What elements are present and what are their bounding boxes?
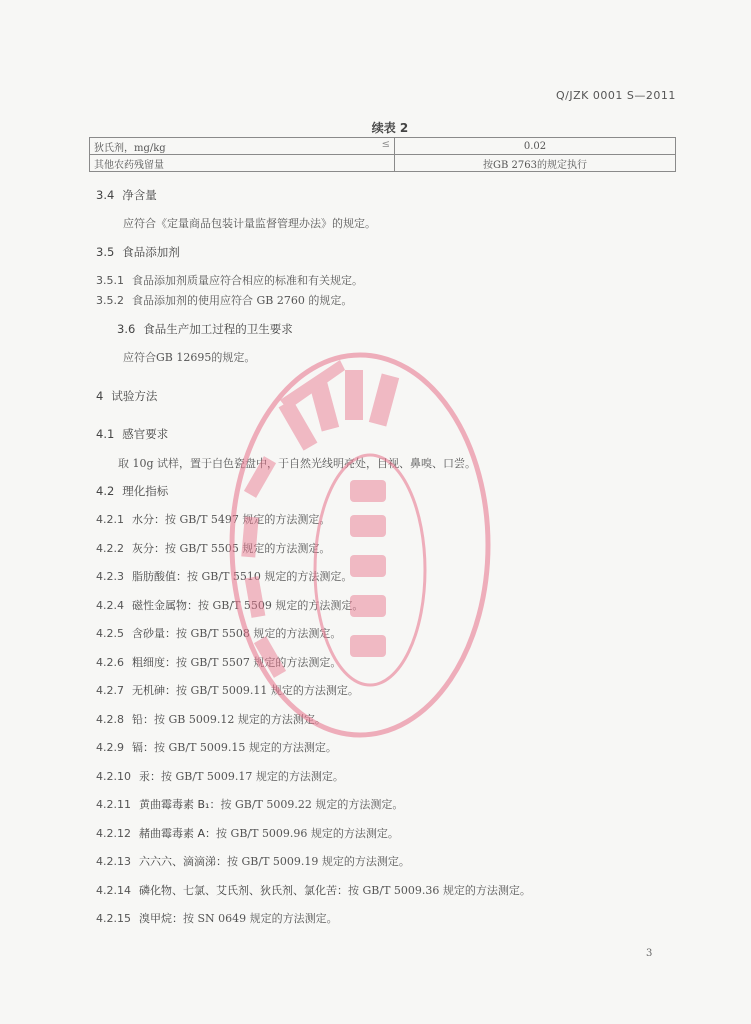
list-item: 4.2.2 灰分：按 GB/T 5505 规定的方法测定。 — [96, 542, 331, 555]
list-item: 4.2.4 磁性金属物：按 GB/T 5509 规定的方法测定。 — [96, 599, 364, 612]
list-item: 4.2.11 黄曲霉毒素 B₁：按 GB/T 5009.22 规定的方法测定。 — [96, 798, 404, 811]
list-item: 4.2.14 磷化物、七氯、艾氏剂、狄氏剂、氯化苦：按 GB/T 5009.36 规定的方法测定。 — [96, 884, 531, 897]
list-item: 4.2.1 水分：按 GB/T 5497 规定的方法测定。 — [96, 513, 331, 526]
section-heading-4-2: 4.2 理化指标 — [96, 484, 169, 498]
list-item: 4.2.8 铅：按 GB 5009.12 规定的方法测定。 — [96, 713, 326, 726]
section-text-3-6: 应符合GB 12695的规定。 — [123, 351, 256, 364]
list-item: 4.2.9 镉：按 GB/T 5009.15 规定的方法测定。 — [96, 741, 337, 754]
list-item: 4.2.3 脂肪酸值：按 GB/T 5510 规定的方法测定。 — [96, 570, 353, 583]
list-item: 4.2.5 含砂量：按 GB/T 5508 规定的方法测定。 — [96, 627, 342, 640]
operator-symbol: ≤ — [381, 138, 390, 150]
clause-3-5-2: 3.5.2 食品添加剂的使用应符合 GB 2760 的规定。 — [96, 294, 353, 307]
section-heading-4: 4 试验方法 — [96, 389, 158, 403]
table-cell-value: 0.02 — [395, 138, 676, 155]
list-item: 4.2.12 赭曲霉毒素 A：按 GB/T 5009.96 规定的方法测定。 — [96, 827, 399, 840]
list-item: 4.2.15 溴甲烷：按 SN 0649 规定的方法测定。 — [96, 912, 338, 925]
section-heading-3-5: 3.5 食品添加剂 — [96, 245, 180, 259]
table-caption: 续表 2 — [371, 121, 409, 135]
section-heading-4-1: 4.1 感官要求 — [96, 427, 169, 441]
table-cell-value: 按GB 2763的规定执行 — [395, 155, 676, 172]
section-text-3-4: 应符合《定量商品包装计量监督管理办法》的规定。 — [123, 217, 376, 230]
item-label: 狄氏剂，mg/kg — [94, 142, 166, 154]
continued-table — [89, 137, 676, 172]
section-heading-3-4: 3.4 净含量 — [96, 188, 157, 202]
list-item: 4.2.13 六六六、滴滴涕：按 GB/T 5009.19 规定的方法测定。 — [96, 855, 410, 868]
list-item: 4.2.6 粗细度：按 GB/T 5507 规定的方法测定。 — [96, 656, 342, 669]
document-number: Q/JZK 0001 S—2011 — [556, 89, 676, 102]
table-cell-item — [90, 138, 395, 155]
section-heading-3-6: 3.6 食品生产加工过程的卫生要求 — [117, 322, 293, 336]
table-cell-item — [90, 155, 395, 172]
list-item: 4.2.7 无机砷：按 GB/T 5009.11 规定的方法测定。 — [96, 684, 359, 697]
page-number: 3 — [646, 948, 653, 959]
clause-3-5-1: 3.5.1 食品添加剂质量应符合相应的标准和有关规定。 — [96, 274, 363, 287]
list-item: 4.2.10 汞：按 GB/T 5009.17 规定的方法测定。 — [96, 770, 344, 783]
table-row — [90, 155, 676, 172]
section-text-4-1: 取 10g 试样，置于白色瓷盘中，于自然光线明亮处，目视、鼻嗅、口尝。 — [118, 457, 477, 470]
item-label: 其他农药残留量 — [94, 159, 164, 171]
table-row — [90, 138, 676, 155]
